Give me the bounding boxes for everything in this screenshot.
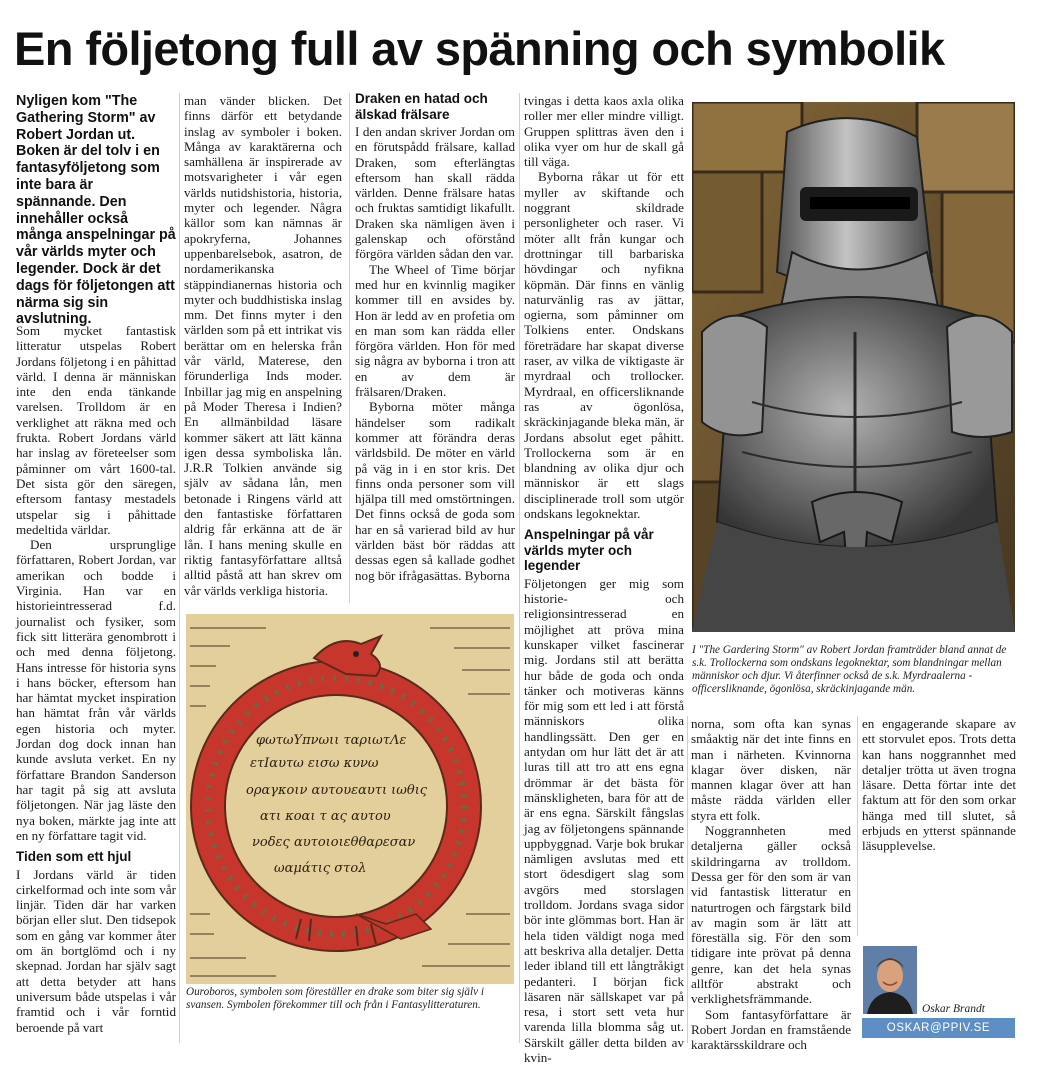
column-divider <box>349 93 350 603</box>
body-paragraph: Som fantasyförfattare är Robert Jordan en framstående karaktärsskildrare och <box>691 1006 851 1053</box>
manuscript-greek-text: οραγκοιν αυτουεαυτι ιωθις <box>246 783 428 798</box>
author-photo <box>863 946 917 1014</box>
subheading-dragon: Draken en hatad och älskad frälsare <box>355 91 488 122</box>
body-paragraph: Byborna möter många händelser som radikalt kommer att förändra deras världsbild. De möter en värld på väg in i en stor kris. Det finns onda personer som vill hjälpa till med omstörtningen. Det finns också de goda som har en så varierad bild av hur världen bäst bör räddas att dessas egen så kallade godhet nog bör ifrågasättas. Byborna <box>355 399 515 583</box>
column-divider <box>687 716 688 1043</box>
body-paragraph: Byborna råkar ut för ett myller av skiftande och noggrant skildrade personligheter och raser. Vi möter allt från kungar och drottningar till barbariska hövdingar och nyfikna köpmän. Där finns en vänlig naturvänlig ras av jättar, ogierna, som påminner om Tolkiens enter. Ondskans företrädare har skapat diverse raser, av vilka de viktigaste är myrdraal och trollocker. Myrdraal, en officersliknande ras av ögonlösa, skräckinjagande bleka män, är Jordans absolut eget påhitt. Trollockerna som är en blandning av olika djur och människor är ett slags disciplinerade troll som utgör ondskans legoknektar. <box>524 169 684 522</box>
subheading-time-wheel: Tiden som ett hjul <box>16 849 132 865</box>
column-divider <box>179 93 180 1043</box>
headline: En följetong full av spänning och symbolik <box>14 22 945 75</box>
manuscript-greek-text: νοδες αυτοιοιεθθαρεσαν <box>252 835 416 850</box>
manuscript-greek-text: ωαμάτις στολ <box>274 861 367 876</box>
body-paragraph: norna, som ofta kan synas småaktig när det inte finns en man i närheten. Kvinnorna klagar över disken, när mannen klagar över att han måste rädda världen eller styra ett folk. <box>691 716 851 823</box>
article-column-3 <box>355 93 515 583</box>
body-paragraph: I Jordans värld är tiden cirkelformad och inte som vår linjär. Tiden där har varken början eller slut. Den tidsepok som en gång var kommer åter om än bortglömd och i ny skepnad. Jordan har själv sagt att detta betyder att hans universum både utspelas i vår framtid och i vår forntid beroende på vart <box>16 866 176 1035</box>
article-column-4 <box>524 93 684 1065</box>
manuscript-greek-text: φωτωΥπνωιι ταριωτΛε <box>256 733 407 748</box>
body-paragraph: I den andan skriver Jordan om en förutspådd frälsare, kallad Draken, som efterlängtas eftersom han skall rädda världen. Denne frälsare hatas och fruktas samtidigt likafullt. Draken ska nämligen även i galenskap och oförstånd förgöra världen sådan den var. <box>355 124 515 262</box>
body-paragraph: Den ursprunglige författaren, Robert Jordan, var amerikan och bodde i Virginia. Han var en historieintresserad f.d. journalist och fysiker, som fick sitt litterära genombrott i och med denna följetong. Hans intresse för historia syns i hans böcker, eftersom han har hämtat mycket inspiration han hämtat från vår världs egen historia och myter. Jordan dog dock innan han kunde avsluta verket. En ny författare Brandon Sanderson har tagit på sig att avsluta följetongen. När jag läste den nya boken, märkte jag inte att en ny författare tagit vid. <box>16 537 176 843</box>
body-paragraph: en engagerande skapare av ett storvulet epos. Trots detta kan hans noggrannhet med detaljer trötta ut även trogna läsare. Detta förtar inte det faktum att för den som orkar hänga med till slutet, så erbjuds en ytterst spännande läsupplevelse. <box>862 716 1016 854</box>
article-column-5 <box>691 716 851 1053</box>
ouroboros-caption: Ouroboros, symbolen som föreställer en drake som biter sig själv i svansen. Symbolen förekommer till och från i Fantasylitteraturen. <box>186 986 485 1011</box>
column-divider <box>519 93 520 1043</box>
author-email[interactable]: OSKAR@PPIV.SE <box>862 1018 1015 1038</box>
body-paragraph: Som mycket fantastisk litteratur utspelas Robert Jordans följetong i en påhittad värld. I denna är människan inte den enda tänkande varelsen. Trolldom är en verklighet att räkna med och frukta. Robert Jordans värld har inslag av företeelser som påminner om vårt 1600-tal. Det sista gör den säregen, eftersom fantasy mestadels utspelar sig i påhittade medeltida världar. <box>16 323 176 537</box>
subheading-myths: Anspelningar på vår världs myter och legender <box>524 527 654 574</box>
body-paragraph: The Wheel of Time börjar med hur en kvinnlig magiker kommer till en avsides by. Hon är ledd av en profetia om en man som kan rädda eller förgöra världen. Hon för med sig några av byborna i tron att en av dem är frälsaren/Draken. <box>355 261 515 400</box>
body-paragraph: Följetongen ger mig som historie- och religionsintresserad en möjlighet att pröva mina kunskaper vilket fascinerar mig. Jordans stil att berätta hur både de goda och onda tänker och motiveras känns för mig som ett led i att förstå människors olika handlingssätt. Den ger en antydan om hur lätt det är att luras till att tro att ens egna drömmar är det bästa för mänskligheten, bara för att de är ens egna. Särskilt fångslas jag av följetongens spännande uppbyggnad. Varje bok brukar nämligen avslutas med ett stort ödesdigert slag som avgörs med storslagen trolldom. Jordans svaga sidor bör inte glömmas bort. Han är hela tiden väldigt noga med att beskriva alla detaljer. Detta leder ibland till ett långtråkigt pedanteri. I början fick läsaren när sällskapet var på resa, i stort sett veta hur varenda lilla blomma såg ut. Särskilt gäller detta bilden av kvin- <box>524 575 684 1065</box>
author-name: Oskar Brandt <box>922 1003 985 1015</box>
ouroboros-manuscript-image <box>186 614 514 984</box>
body-paragraph: man vänder blicken. Det finns därför ett betydande inslag av symboler i boken. Många av karaktärerna och samhällena är inspirerade av motsvarigheter i vår egen världs nutidshistoria, historia, myter och legender. Några källor som kan nämnas är apokryferna, Johannes uppenbarelsebok, asatron, de nordamerikanska stäppindianernas historia och myter och buddhistiska inslag mm. Det finns myter i den världen som på ett intrikat vis berättar om en helerska från vår värld, Materese, den förunderliga Inds moder. Inbillar jag mig en anspelning på Moder Theresa i Indien? En allmänbildad läsare kommer säkert att lätt känna igen dessa symboliska lån. J.R.R Tolkien använde sig själv av sådana lån, men betonade i Ringens värld att den fantastiske författaren aldrig får erkänna att de är lån. I hans mening skulle en riktig fantasyförfattare alltså alltid påstå att han skrev om vår världs verkliga historia. <box>184 93 342 598</box>
article-column-6 <box>862 716 1016 854</box>
armor-photo <box>692 102 1015 632</box>
article-column-2 <box>184 93 342 598</box>
lead-paragraph: Nyligen kom "The Gathering Storm" av Robert Jordan ut. Boken är del tolv i en fantasyföljetong som inte bara är spännande. Den innehåller också många anspelningar på vår världs myter och legender. Dock är det dags för följetongen att närma sig sin avslutning. <box>16 93 176 328</box>
armor-photo-caption: I "The Gardering Storm" av Robert Jordan framträder bland annat de s.k. Trollockerna som ondskans legoknektar, som blandningar mellan människor och djur. Vi återfinner också de s.k. Myrdraalerna - officersliknande, ögonlösa, skräckinjagande män. <box>692 644 1007 695</box>
manuscript-greek-text: ετΙαυτω εισω κυνω <box>250 756 379 771</box>
manuscript-greek-text: ατι κοαι τ ας αυτου <box>260 809 391 824</box>
body-paragraph: tvingas i detta kaos axla olika roller mer eller mindre villigt. Gruppen splittras även den i olika vyer om hur de skall gå till väga. <box>524 93 684 170</box>
body-paragraph: Noggrannheten med detaljerna gäller också skildringarna av trolldom. Dessa ger för den som är van vid fantastisk litteratur en naturtrogen och färgstark bild av magin som är lätt att föreställa sig. För den som tidigare inte prövat på denna genre, kan det hela synas alltför abstrakt och verklighetsfrämmande. <box>691 823 851 1007</box>
article-column-1 <box>16 323 176 1035</box>
column-divider <box>857 716 858 936</box>
